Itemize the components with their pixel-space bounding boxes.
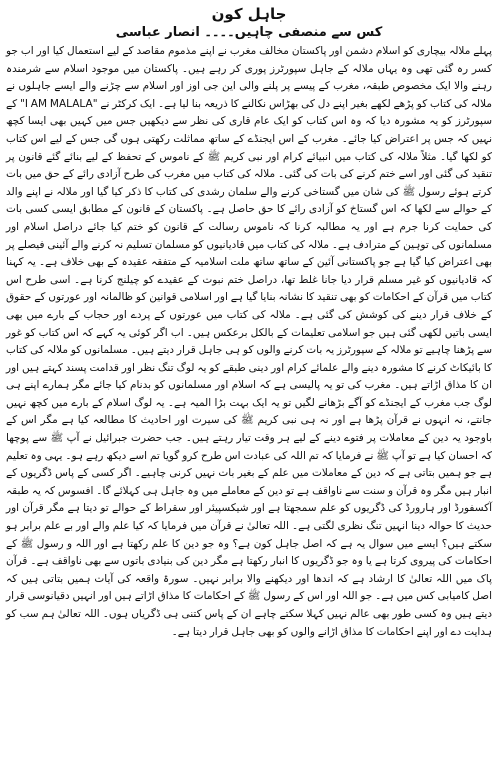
column-body: پہلے ملالہ بیچاری کو اسلام دشمن اور پاکستان مخالف مغرب نے اپنے مذموم مقاصد کے لیے استعمال کیا اور اب جو کسر رہ گئی تھی وہ یہاں ملالہ کے جاہل سپورٹرز پوری کر رہے ہیں۔ پاکستان میں موجود اسلام سے شرمندہ رہنے والا ایک مخصوص طبقہ، مغرب کے پیسے پر پلنے والی این جی اوز اور اسلام سے چڑنے والے ایسے جاہلوں نے ملالہ کی کتاب کو پڑھے لکھے بغیر اپنے دل کی بھڑاس نکالنے کا ذریعہ بنا لیا ہے۔ ایک کرکٹر نے "I AM MALALA" کے سپورٹرز کو یہ مشورہ دیا کہ وہ اس کتاب کو ایک عام قاری کی نظر سے دیکھیں جس میں کہیں بھی ایسا کچھ نہیں کہ جس پر اعتراض کیا جائے۔ مغرب کے اس ایجنڈے کے ساتھ مماثلت رکھتی ہوں گی جس کے لیے اس کتاب کو لکھا گیا۔ مثلاً ملالہ کی کتاب میں انبیائے کرام اور نبی کریم ﷺ کے ناموس کے تحفظ کے لیے بنائے گئے قانون پر تنقید کی گئی اور اسے ختم کرنے کی بات کی گئی۔ ملالہ کی کتاب میں مغرب کی طرح آزادی رائے کے حق میں بات کرتے ہوئے رسول ﷺ کی شان میں گستاخی کرنے والے سلمان رشدی کی کتاب کا ذکر کیا گیا اور ملالہ نے اپنے والد کے حوالے سے لکھا کہ اس گستاخ کو آزادی رائے کا حق حاصل ہے۔ پاکستان کے قانون کے مطابق ایسی کسی بات کی حمایت کرنا جرم ہے اور یہ مطالبہ کرنا کہ ناموس رسالت کے قانون کو ختم کیا جائے دراصل اسلام اور مسلمانوں کی توہین کے مترادف ہے۔ ملالہ کی کتاب میں قادیانیوں کو مسلمان تسلیم نہ کرنے والے آئینی فیصلے پر بھی اعتراض کیا گیا ہے جو پاکستانی آئین کے ساتھ ساتھ ملت اسلامیہ کے متفقہ عقیدہ کے بھی خلاف ہے۔ یہ کہنا کہ قادیانیوں کو غیر مسلم قرار دیا جانا غلط تھا، دراصل ختم نبوت کے عقیدے کو چیلنج کرنا ہے۔ اسی طرح اس کتاب میں قرآن کے احکامات کو بھی تنقید کا نشانہ بنایا گیا ہے اور اسلامی قوانین کو ظالمانہ اور عورتوں کے حقوق کے خلاف قرار دینے کی کوشش کی گئی ہے۔ ملالہ کی کتاب میں عورتوں کے پردے اور حجاب کے بارے میں بھی ایسی باتیں لکھی گئی ہیں جو اسلامی تعلیمات کے بالکل برعکس ہیں۔ اب اگر کوئی یہ کہے کہ اس کتاب کو غور سے پڑھنا چاہیے تو ملالہ کے سپورٹرز یہ بات کرنے والوں کو ہی جاہل قرار دیتے ہیں۔ مسلمانوں کو ملالہ کی کتاب کا بائیکاٹ کرنے کا مشورہ دینے والے علمائے کرام اور دینی طبقے کو یہ لوگ تنگ نظر اور قدامت پسند کہتے ہیں اور ان کا مذاق اڑاتے ہیں۔ مغرب کی تو یہ پالیسی ہے کہ اسلام اور مسلمانوں کو بدنام کیا جائے مگر ہمارے اپنے ہی لوگ جب مغرب کے ایجنڈے کو آگے بڑھانے لگیں تو یہ ایک بہت بڑا المیہ ہے۔ یہ لوگ اسلام کے بارے میں کچھ نہیں جانتے، نہ انہوں نے قرآن پڑھا ہے اور نہ ہی نبی کریم ﷺ کی سیرت اور احادیث کا مطالعہ کیا ہے مگر اس کے باوجود یہ دین کے معاملات پر فتوے دینے کے لیے ہر وقت تیار رہتے ہیں۔ جب حضرت جبرائیل نے آپ ﷺ سے پوچھا کہ احسان کیا ہے تو آپ ﷺ نے فرمایا کہ تم اللہ کی عبادت اس طرح کرو گویا تم اسے دیکھ رہے ہو۔ یہی وہ تعلیم ہے جو ہمیں بتاتی ہے کہ دین کے معاملات میں علم کے بغیر بات نہیں کرنی چاہیے۔ اگر کسی کے پاس ڈگریوں کے انبار ہیں مگر وہ قرآن و سنت سے ناواقف ہے تو دین کے معاملے میں وہ جاہل ہی کہلائے گا۔ افسوس کہ یہ طبقہ آکسفورڈ اور ہارورڈ کی ڈگریوں کو علم سمجھتا ہے اور شیکسپیئر اور سقراط کے حوالے تو دیتا ہے مگر قرآن اور حدیث کا حوالہ دینا انہیں تنگ نظری لگتی ہے۔ اللہ تعالیٰ نے قرآن میں فرمایا کہ کیا علم والے اور بے علم برابر ہو سکتے ہیں؟ ایسے میں سوال یہ ہے کہ اصل جاہل کون ہے؟ وہ جو دین کا علم رکھتا ہے اور اللہ و رسول ﷺ کے احکامات کی پیروی کرتا ہے یا وہ جو ڈگریوں کا انبار رکھتا ہے مگر دین کی بنیادی باتوں سے بھی ناواقف ہے۔ قرآن پاک میں اللہ تعالیٰ کا ارشاد ہے کہ اندھا اور دیکھنے والا برابر نہیں۔ سورۃ واقعہ کی آیات ہمیں بتاتی ہیں کہ اصل کامیابی کس میں ہے۔ جو اللہ اور اس کے رسول ﷺ کے احکامات کا مذاق اڑاتے ہیں اور انہیں دقیانوسی قرار دیتے ہیں وہ کسی طور بھی عالم نہیں کہلا سکتے چاہے ان کے پاس کتنی ہی ڈگریاں ہوں۔ اللہ تعالیٰ ہم سب کو ہدایت دے اور اپنے احکامات کا مذاق اڑانے والوں کو بھی جاہل قرار دیتا ہے۔ [6, 45, 492, 638]
column-byline: کس سے منصفی چاہیں۔۔۔۔ انصار عباسی [115, 25, 383, 40]
column-title: جاہل کون [211, 5, 287, 23]
